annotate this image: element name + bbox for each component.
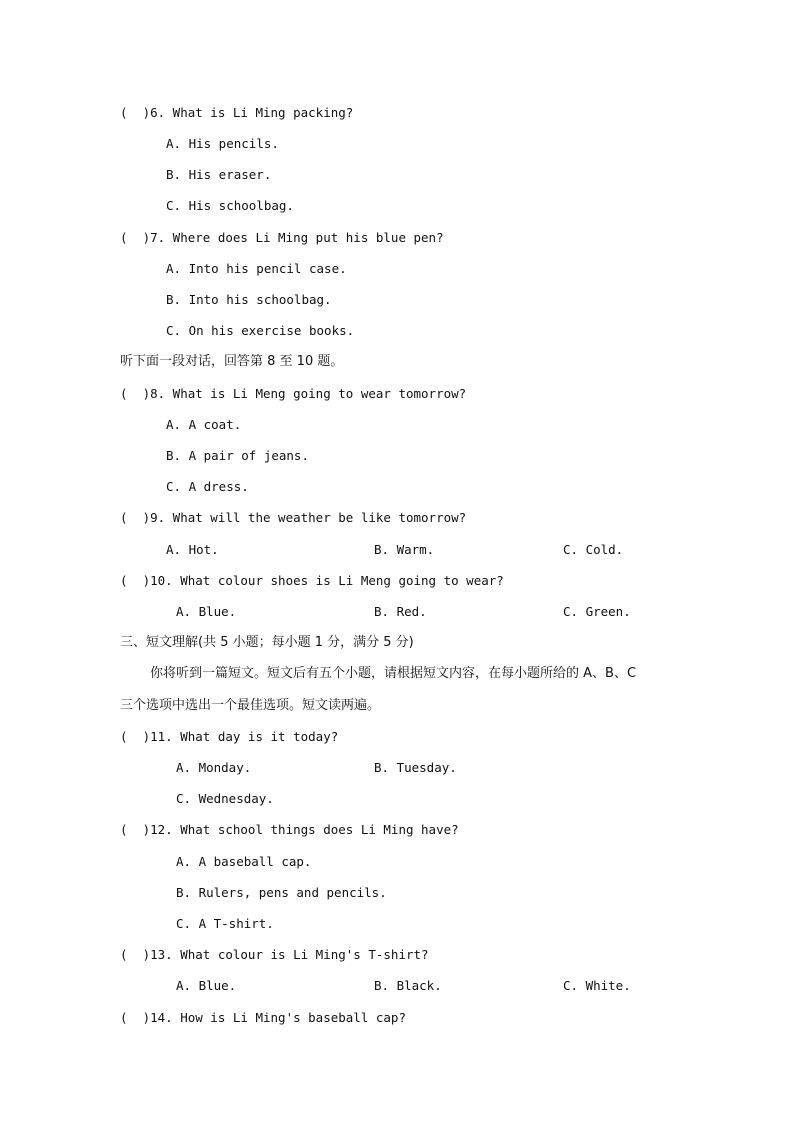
- section-3-intro-line-1: 你将听到一篇短文。短文后有五个小题，请根据短文内容，在每小题所给的 A、B、C: [150, 666, 637, 681]
- question-10-option-a: A. Blue.: [176, 604, 237, 619]
- question-12-option-a: A. A baseball cap.: [176, 854, 312, 869]
- question-13-stem: ( )13. What colour is Li Ming's T-shirt?: [120, 947, 429, 962]
- section-3-intro-line-2: 三个选项中选出一个最佳选项。短文读两遍。: [120, 698, 381, 713]
- question-8-option-c: C. A dress.: [166, 479, 249, 494]
- question-9-option-a: A. Hot.: [166, 542, 219, 557]
- question-11-option-a: A. Monday.: [176, 760, 252, 775]
- question-7-option-b: B. Into his schoolbag.: [166, 292, 332, 307]
- question-13-option-c: C. White.: [563, 978, 631, 993]
- question-14-stem: ( )14. How is Li Ming's baseball cap?: [120, 1010, 406, 1025]
- question-12-option-b: B. Rulers, pens and pencils.: [176, 885, 387, 900]
- question-10-stem: ( )10. What colour shoes is Li Meng going to wear?: [120, 573, 504, 588]
- question-8-option-a: A. A coat.: [166, 417, 242, 432]
- question-11-option-c: C. Wednesday.: [176, 791, 274, 806]
- question-13-option-b: B. Black.: [374, 978, 442, 993]
- instruction-8-10: 听下面一段对话，回答第 8 至 10 题。: [120, 354, 344, 369]
- question-9-stem: ( )9. What will the weather be like tomorrow?: [120, 510, 467, 525]
- question-7-option-a: A. Into his pencil case.: [166, 261, 347, 276]
- question-9-option-c: C. Cold.: [563, 542, 624, 557]
- question-6-option-a: A. His pencils.: [166, 136, 279, 151]
- question-6-option-c: C. His schoolbag.: [166, 198, 294, 213]
- question-12-option-c: C. A T-shirt.: [176, 916, 274, 931]
- question-10-option-b: B. Red.: [374, 604, 427, 619]
- question-7-stem: ( )7. Where does Li Ming put his blue pen?: [120, 230, 444, 245]
- question-13-option-a: A. Blue.: [176, 978, 237, 993]
- question-8-stem: ( )8. What is Li Meng going to wear tomorrow?: [120, 386, 467, 401]
- question-11-option-b: B. Tuesday.: [374, 760, 457, 775]
- question-10-option-c: C. Green.: [563, 604, 631, 619]
- section-3-heading: 三、短文理解(共 5 小题；每小题 1 分，满分 5 分): [120, 635, 414, 650]
- question-12-stem: ( )12. What school things does Li Ming have?: [120, 822, 459, 837]
- question-6-stem: ( )6. What is Li Ming packing?: [120, 105, 354, 120]
- question-11-stem: ( )11. What day is it today?: [120, 729, 339, 744]
- question-6-option-b: B. His eraser.: [166, 167, 272, 182]
- question-7-option-c: C. On his exercise books.: [166, 323, 355, 338]
- question-8-option-b: B. A pair of jeans.: [166, 448, 309, 463]
- question-9-option-b: B. Warm.: [374, 542, 435, 557]
